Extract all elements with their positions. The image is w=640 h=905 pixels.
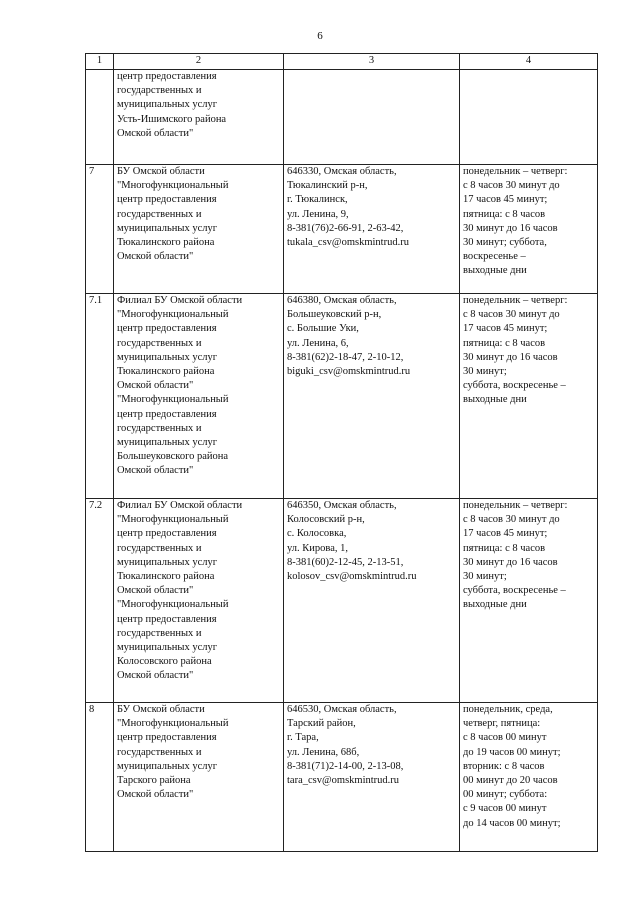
schedule-line: с 8 часов 00 минут <box>463 732 547 744</box>
cell-schedule <box>460 294 598 499</box>
name-line: Филиал БУ Омской области <box>117 500 243 511</box>
schedule-line: с 8 часов 30 минут до <box>463 514 560 526</box>
table-row <box>86 70 598 165</box>
column-header-1: 1 <box>86 54 114 70</box>
name-line: муниципальных услуг <box>117 99 218 111</box>
name-line: БУ Омской области <box>117 704 205 715</box>
schedule-line: с 8 часов 30 минут до <box>463 309 560 321</box>
name-line: государственных и <box>117 85 202 97</box>
schedule-line: понедельник – четверг: <box>463 166 568 177</box>
row-number: 7.2 <box>86 499 114 703</box>
name-line: Омской области" <box>117 789 194 801</box>
name-line: Тюкалинского района <box>117 571 215 583</box>
row-number <box>86 70 114 165</box>
schedule-line: пятница: с 8 часов <box>463 542 546 554</box>
schedule-line: до 14 часов 00 минут; <box>463 817 561 829</box>
name-line: государственных и <box>117 422 202 434</box>
table-row <box>86 703 598 852</box>
page-number: 6 <box>317 30 323 42</box>
name-line: Омской области" <box>117 380 194 392</box>
name-line: Омской области" <box>117 585 194 597</box>
name-line: центр предоставления <box>117 528 217 540</box>
address-line: kolosov_csv@omskmintrud.ru <box>287 571 417 583</box>
name-line: муниципальных услуг <box>117 642 218 654</box>
address-line: tara_csv@omskmintrud.ru <box>287 775 400 787</box>
name-line: Тюкалинского района <box>117 366 215 378</box>
address-line: Колосовский р-н, <box>287 514 365 526</box>
schedule-line: 00 минут; суббота: <box>463 789 548 801</box>
name-line: центр предоставления <box>117 408 217 420</box>
name-line: центр предоставления <box>117 194 217 206</box>
name-line: центр предоставления <box>117 732 217 744</box>
name-line: Большеуковского района <box>117 451 229 463</box>
name-line: БУ Омской области <box>117 166 205 177</box>
name-line: муниципальных услуг <box>117 556 218 568</box>
address-line: 8-381(60)2-12-45, 2-13-51, <box>287 556 404 568</box>
name-line: государственных и <box>117 627 202 639</box>
row-number: 7 <box>86 165 114 294</box>
name-line: Омской области" <box>117 465 194 477</box>
row-number: 8 <box>86 703 114 852</box>
address-line: ул. Ленина, 6, <box>287 337 349 349</box>
name-line: "Многофункциональный <box>117 394 229 406</box>
address-line: с. Колосовка, <box>287 528 347 540</box>
schedule-line: суббота, воскресенье – <box>463 380 566 392</box>
column-header-3: 3 <box>284 54 460 70</box>
cell-name <box>114 703 284 852</box>
table-body <box>86 70 598 852</box>
table-row <box>86 499 598 703</box>
cell-address <box>284 294 460 499</box>
schedule-line: выходные дни <box>463 394 527 406</box>
cell-address <box>284 499 460 703</box>
schedule-line: 30 минут до 16 часов <box>463 351 558 363</box>
schedule-line: пятница: с 8 часов <box>463 337 546 349</box>
schedule-line: 17 часов 45 минут; <box>463 194 548 206</box>
address-line: ул. Ленина, 9, <box>287 208 349 220</box>
name-line: муниципальных услуг <box>117 222 218 234</box>
address-line: г. Тюкалинск, <box>287 194 348 206</box>
address-line: 646330, Омская область, <box>287 166 397 177</box>
name-line: Тарского района <box>117 775 191 787</box>
cell-name <box>114 70 284 165</box>
schedule-line: 30 минут; <box>463 571 507 583</box>
column-header-2: 2 <box>114 54 284 70</box>
name-line: государственных и <box>117 208 202 220</box>
name-line: центр предоставления <box>117 323 217 335</box>
name-line: Омской области" <box>117 670 194 682</box>
cell-schedule <box>460 70 598 165</box>
schedule-line: 17 часов 45 минут; <box>463 323 548 335</box>
address-line: 646350, Омская область, <box>287 500 397 511</box>
address-line: с. Большие Уки, <box>287 323 359 335</box>
name-line: Колосовского района <box>117 656 212 668</box>
name-line: Усть-Ишимского района <box>117 113 227 125</box>
name-line: Омской области" <box>117 127 194 139</box>
table-row <box>86 165 598 294</box>
cell-schedule <box>460 165 598 294</box>
services-table <box>85 53 598 852</box>
schedule-line: выходные дни <box>463 265 527 277</box>
address-line: ул. Ленина, 68б, <box>287 746 360 758</box>
table-row <box>86 294 598 499</box>
name-line: центр предоставления <box>117 71 217 82</box>
schedule-line: с 8 часов 30 минут до <box>463 180 560 192</box>
address-line: biguki_csv@omskmintrud.ru <box>287 366 411 378</box>
name-line: государственных и <box>117 746 202 758</box>
table-header-row <box>86 54 598 70</box>
name-line: государственных и <box>117 337 202 349</box>
cell-name <box>114 499 284 703</box>
address-line: 8-381(71)2-14-00, 2-13-08, <box>287 760 404 772</box>
schedule-line: вторник: с 8 часов <box>463 760 545 772</box>
cell-name <box>114 165 284 294</box>
column-header-4: 4 <box>460 54 598 70</box>
cell-schedule <box>460 703 598 852</box>
schedule-line: четверг, пятница: <box>463 718 541 730</box>
name-line: "Многофункциональный <box>117 718 229 730</box>
schedule-line: воскресенье – <box>463 251 526 263</box>
cell-name <box>114 294 284 499</box>
name-line: "Многофункциональный <box>117 514 229 526</box>
schedule-line: 30 минут; <box>463 366 507 378</box>
schedule-line: 30 минут; суббота, <box>463 237 547 249</box>
name-line: муниципальных услуг <box>117 437 218 449</box>
schedule-line: 30 минут до 16 часов <box>463 222 558 234</box>
address-line: Большеуковский р-н, <box>287 309 382 321</box>
cell-address <box>284 165 460 294</box>
name-line: Омской области" <box>117 251 194 263</box>
address-line: Тюкалинский р-н, <box>287 180 368 192</box>
cell-address <box>284 703 460 852</box>
address-line: 646380, Омская область, <box>287 295 397 306</box>
schedule-line: 00 минут до 20 часов <box>463 775 558 787</box>
name-line: "Многофункциональный <box>117 599 229 611</box>
row-number: 7.1 <box>86 294 114 499</box>
address-line: 646530, Омская область, <box>287 704 397 715</box>
schedule-line: 30 минут до 16 часов <box>463 556 558 568</box>
address-line: ул. Кирова, 1, <box>287 542 349 554</box>
name-line: "Многофункциональный <box>117 309 229 321</box>
name-line: "Многофункциональный <box>117 180 229 192</box>
schedule-line: 17 часов 45 минут; <box>463 528 548 540</box>
name-line: муниципальных услуг <box>117 351 218 363</box>
address-line: 8-381(76)2-66-91, 2-63-42, <box>287 222 404 234</box>
schedule-line: до 19 часов 00 минут; <box>463 746 561 758</box>
schedule-line: выходные дни <box>463 599 527 611</box>
name-line: Тюкалинского района <box>117 237 215 249</box>
schedule-line: понедельник, среда, <box>463 704 553 715</box>
name-line: государственных и <box>117 542 202 554</box>
name-line: центр предоставления <box>117 613 217 625</box>
address-line: г. Тара, <box>287 732 319 744</box>
schedule-line: понедельник – четверг: <box>463 295 568 306</box>
schedule-line: суббота, воскресенье – <box>463 585 566 597</box>
cell-schedule <box>460 499 598 703</box>
name-line: муниципальных услуг <box>117 760 218 772</box>
address-line: tukala_csv@omskmintrud.ru <box>287 237 409 249</box>
cell-address <box>284 70 460 165</box>
address-line: Тарский район, <box>287 718 356 730</box>
schedule-line: понедельник – четверг: <box>463 500 568 511</box>
schedule-line: с 9 часов 00 минут <box>463 803 547 815</box>
address-line: 8-381(62)2-18-47, 2-10-12, <box>287 351 404 363</box>
name-line: Филиал БУ Омской области <box>117 295 243 306</box>
schedule-line: пятница: с 8 часов <box>463 208 546 220</box>
